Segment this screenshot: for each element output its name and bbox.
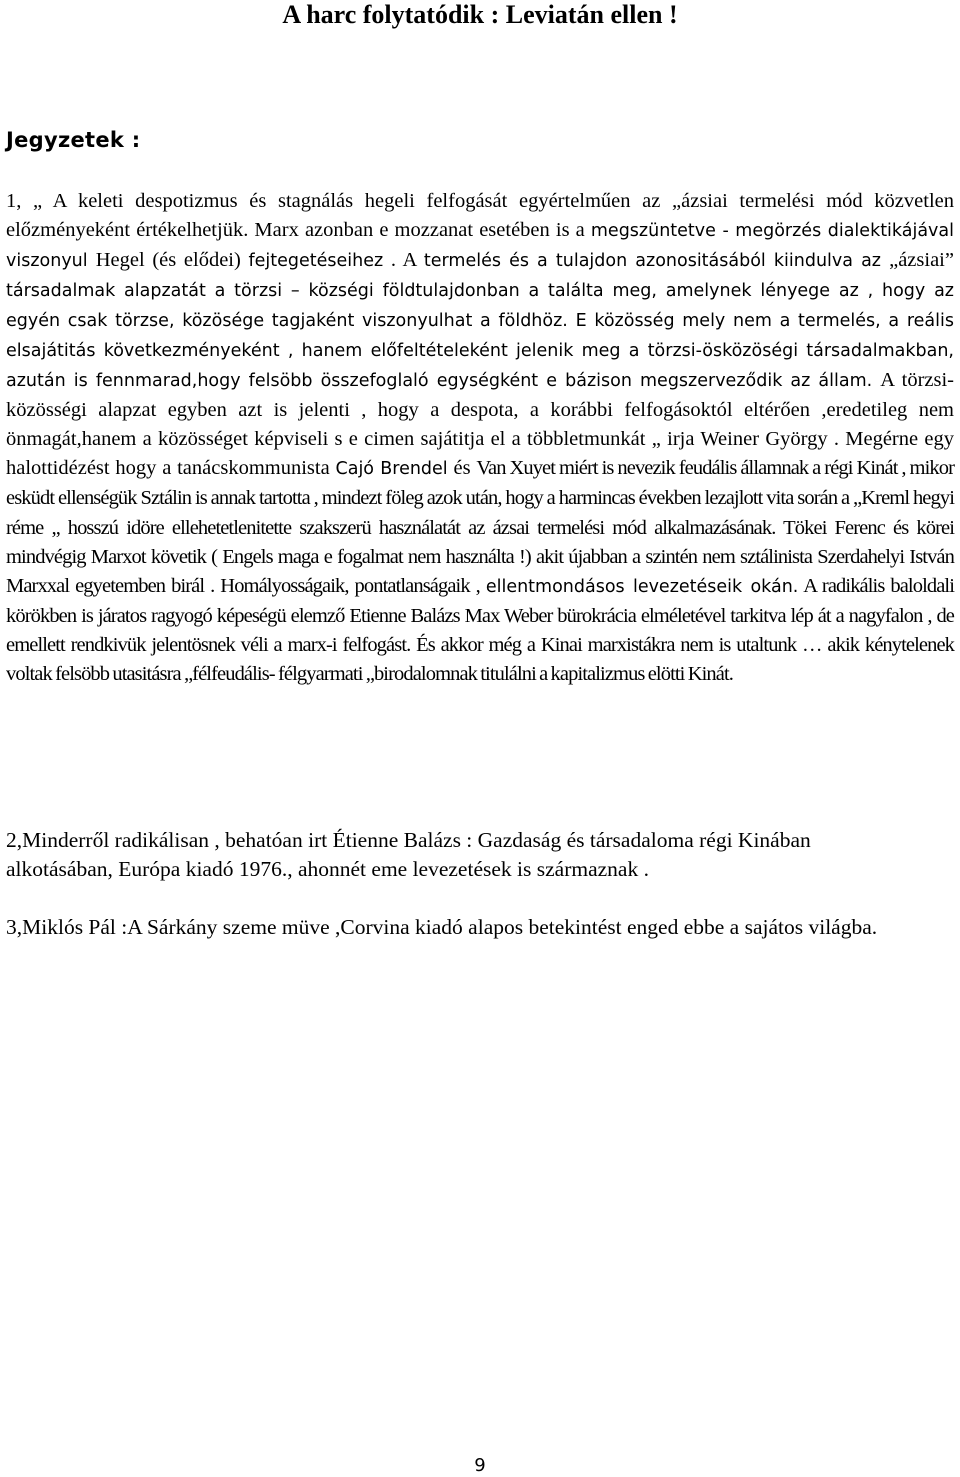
footnote-3: 3,Miklós Pál :A Sárkány szeme müve ,Corvina kiadó alapos betekintést enged ebbe a sajátos világba. — [6, 915, 878, 939]
footnote-1-part-12: és — [447, 457, 477, 480]
footnote-1-part-7: „ázsiai” — [889, 249, 954, 272]
document-title: A harc folytatódik : Leviatán ellen ! — [282, 0, 678, 29]
footnote-1-part-4: fejtegetéseihez — [248, 251, 384, 272]
footnote-1-part-8: társadalmak alapzatát a törzsi – községi földtulajdonban a találta meg, amelynek lényege az , hogy az egyén csak törzse, közösége tagjaként viszonyulhat a földhöz. — [6, 281, 954, 332]
footnote-1-part-2: megszüntetve - megörzés dialektikájával viszonyul — [6, 221, 955, 272]
footnote-1-part-11: Cajó Brendel — [335, 459, 448, 480]
footnote-1 — [6, 187, 954, 689]
footnote-1-part-9: E közösség mely nem a termelés, a reális elsajátitás következményeként , hanem előfeltételeként jelenik meg a törzsi-ösközöségi társadalmakban, azután is fennmarad,hogy felsöbb összefoglaló egységként e bázison megszerveződik az állam. — [6, 311, 954, 392]
footnote-1-part-10: A törzsi-közösségi alapzat egyben azt is jelenti , hogy a despota, a korábbi felfogásoktól eltérően ,eredetileg nem önmagát,hanem a közösséget képviseli s e cimen sajátitja el a többletmunkát „ irja Weiner György . Megérne egy halottidézést hogy a tanácskommunista — [6, 369, 954, 480]
footnote-1-part-1: 1, „ A keleti despotizmus és stagnálás hegeli felfogását egyértelműen az „ázsiai termelési mód közvetlen előzményeként értékelhetjük. Marx azonban e mozzanat esetében is a — [6, 190, 954, 242]
page-number: 9 — [474, 1455, 486, 1476]
footnote-1-part-13: Van Xuyet miért is nevezik feudális államnak a régi Kinát , mikor esküdt ellenségük Sztálin is annak tartotta , mindezt föleg azok után, hogy a harmincas években lezajlott vita során a „Kreml hegyi réme „ hosszú idöre ellehetetlenitette szakszerü használatát az ázsai termelési mód alkalmazásának. Tökei Ferenc és körei mindvégig Marxot követik ( Engels maga e fogalmat nem használta !) akit újabban a szintén nem sztálinista Szerdahelyi István Marxxal egyetemben birál . Homályosságaik, pontatlanságaik , — [6, 457, 954, 597]
footnote-2: 2,Minderről radikálisan , behatóan irt Étienne Balázs : Gazdaság és társadaloma régi Kinában alkotásában, Európa kiadó 1976., ahonnét eme levezetések is származnak . — [6, 828, 811, 881]
section-heading-notes: Jegyzetek : — [6, 128, 141, 152]
footnote-1-part-3: Hegel (és elődei) — [95, 249, 249, 272]
footnote-1-part-15: A radikális baloldali körökben is járatos ragyogó képeségü elemző Etienne Balázs Max Weber bürokrácia elméletével tarkitva lép át a nagyfalon , de emellett rendkivük jelentösnek véli a marx-i felfogást. És akkor még a Kinai marxistákra nem is utaltunk … akik kénytelenek voltak felsöbb utasitásra „félfeudális- félgyarmati „birodalomnak titulálni a kapitalizmus elötti Kinát. — [6, 574, 955, 685]
footnote-1-part-14: ellentmondásos levezetéseik okán. — [485, 576, 799, 597]
footnote-1-part-6: termelés és a tulajdon azonositásából kiindulva az — [423, 251, 890, 272]
footnote-1-part-5: . A — [383, 249, 424, 272]
